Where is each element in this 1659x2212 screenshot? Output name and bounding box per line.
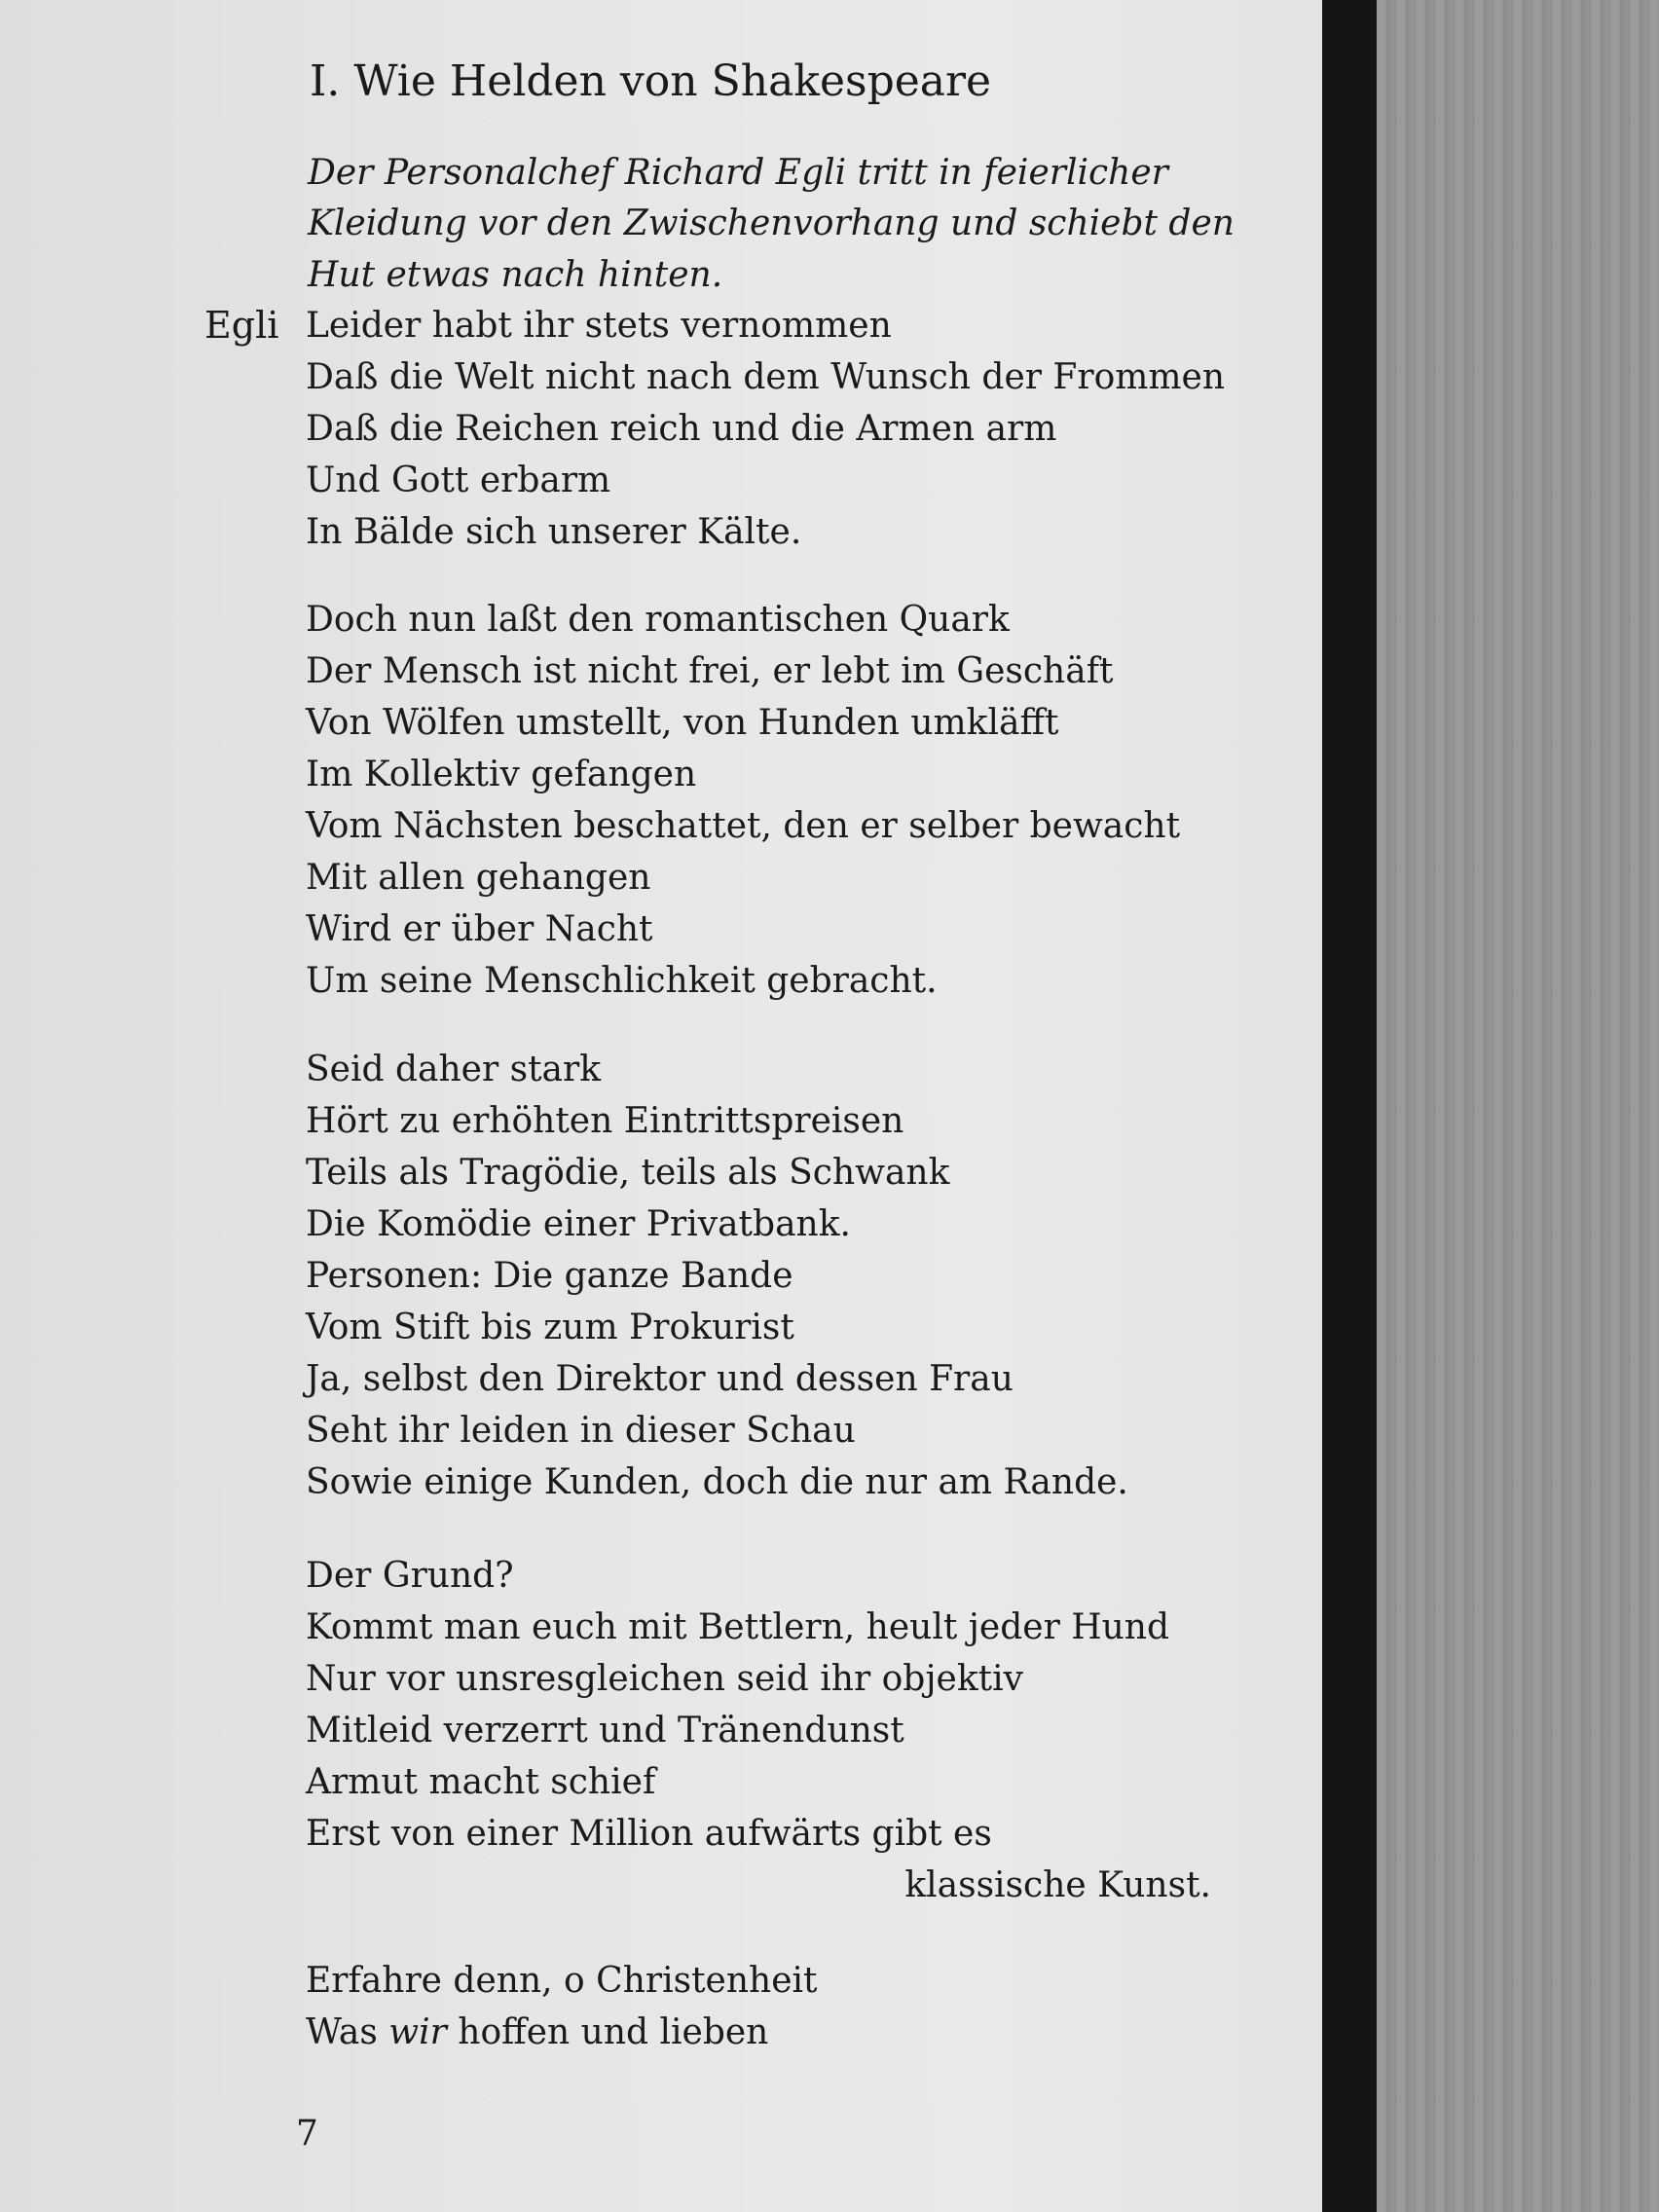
- verse-line-continuation: klassische Kunst.: [904, 1865, 1211, 1905]
- page-edge-shadow: [1322, 0, 1377, 2212]
- verse-line: Im Kollektiv gefangen: [306, 755, 697, 794]
- verse-line: Erfahre denn, o Christenheit: [306, 1961, 818, 2001]
- stage-direction: [308, 148, 1235, 301]
- verse-line: Wird er über Nacht: [306, 909, 653, 949]
- verse-line: Leider habt ihr stets vernommen: [306, 306, 892, 346]
- stage-direction-line: Hut etwas nach hinten.: [308, 254, 723, 295]
- page-number: 7: [296, 2114, 318, 2154]
- verse-line: Und Gott erbarm: [306, 461, 611, 500]
- verse-line: Vom Stift bis zum Prokurist: [306, 1308, 794, 1347]
- verse-word: Was: [306, 2012, 378, 2052]
- stanza-4: [306, 1550, 1211, 1911]
- verse-line: [306, 2007, 1211, 2058]
- verse-line: Seht ihr leiden in dieser Schau: [306, 1411, 856, 1451]
- stanza-3: [306, 1044, 1211, 1508]
- stanza-5: [306, 1955, 1211, 2058]
- stage-direction-line: Kleidung vor den Zwischenvorhang und schiebt den: [308, 203, 1235, 244]
- verse-line: Um seine Menschlichkeit gebracht.: [306, 961, 938, 1001]
- speaker-name: Egli: [204, 304, 279, 347]
- verse-line: Kommt man euch mit Bettlern, heult jeder Hund: [306, 1607, 1170, 1647]
- verse-line: Erst von einer Million aufwärts gibt es: [306, 1814, 992, 1854]
- verse-line: Vom Nächsten beschattet, den er selber bewacht: [306, 806, 1181, 846]
- verse-line: Sowie einige Kunden, doch die nur am Rande.: [306, 1462, 1128, 1502]
- background-surface: [1377, 0, 1659, 2212]
- verse-line: Ja, selbst den Direktor und dessen Frau: [306, 1359, 1014, 1399]
- verse-line: Hört zu erhöhten Eintrittspreisen: [306, 1101, 904, 1141]
- stanza-2: [306, 594, 1211, 1007]
- verse-line: Doch nun laßt den romantischen Quark: [306, 600, 1010, 640]
- verse-line: In Bälde sich unserer Kälte.: [306, 512, 802, 552]
- verse-line: Der Mensch ist nicht frei, er lebt im Geschäft: [306, 651, 1114, 691]
- verse-line: Teils als Tragödie, teils als Schwank: [306, 1153, 950, 1193]
- verse-line: Mitleid verzerrt und Tränendunst: [306, 1711, 904, 1751]
- verse-line: Personen: Die ganze Bande: [306, 1256, 793, 1296]
- verse-line: Daß die Reichen reich und die Armen arm: [306, 409, 1057, 449]
- verse-line: Die Komödie einer Privatbank.: [306, 1204, 851, 1244]
- stage-direction-line: Der Personalchef Richard Egli tritt in feierlicher: [308, 153, 1168, 193]
- verse-line: Seid daher stark: [306, 1050, 602, 1089]
- verse-line: Nur vor unsresgleichen seid ihr objektiv: [306, 1659, 1023, 1699]
- stanza-1: [306, 300, 1226, 558]
- verse-words: hoffen und lieben: [458, 2012, 769, 2052]
- verse-line: Daß die Welt nicht nach dem Wunsch der Frommen: [306, 357, 1226, 397]
- verse-line: Armut macht schief: [306, 1762, 656, 1802]
- emphasized-word: wir: [388, 2012, 447, 2052]
- verse-line: Von Wölfen umstellt, von Hunden umkläfft: [306, 703, 1059, 743]
- verse-line: Der Grund?: [306, 1556, 514, 1596]
- chapter-heading: I. Wie Helden von Shakespeare: [310, 56, 992, 106]
- verse-line: Mit allen gehangen: [306, 858, 651, 898]
